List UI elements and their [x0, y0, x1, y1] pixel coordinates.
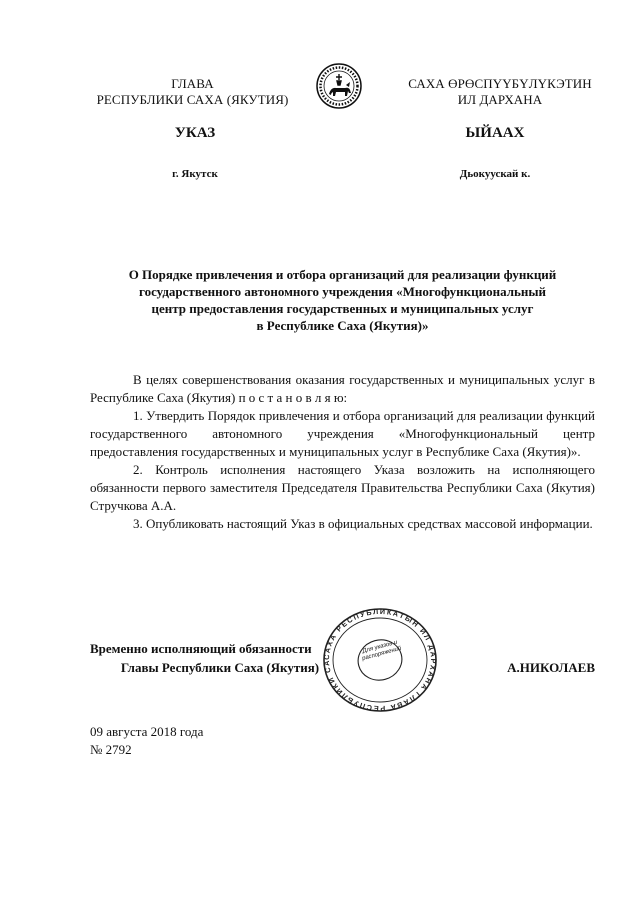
item-3-paragraph: 3. Опубликовать настоящий Указ в официальных средствах массовой информации. — [133, 516, 593, 531]
header-left-line2: РЕСПУБЛИКИ САХА (ЯКУТИЯ) — [96, 92, 289, 107]
subject-line2: государственного автономного учреждения «Многофункциональный — [139, 284, 546, 299]
item-2-paragraph: 2. Контроль исполнения настоящего Указа возложить на исполняющего обязанности первого заместителя Председателя Правительства Республики Саха (Якутия) Стручкова А.А. — [90, 462, 595, 513]
header-right-line1: САХА ӨРӨСПҮҮБҮЛҮКЭТИН — [408, 76, 592, 91]
stamp-seal-icon — [320, 606, 440, 714]
place-right: Дьокуускай к. — [459, 168, 531, 180]
subject-line1: О Порядке привлечения и отбора организаций для реализации функций — [128, 267, 557, 282]
header-left — [60, 76, 325, 108]
svg-text:САХА РЕСПУБЛИКАТЫН ИЛ ДАРХАНА: САХА РЕСПУБЛИКАТЫН ИЛ ДАРХАНА ГЛАВА РЕСПУБЛИКИ СА — [321, 606, 439, 714]
title-left: УКАЗ — [174, 125, 216, 141]
decree-body — [90, 371, 595, 533]
preamble-paragraph: В целях совершенствования оказания государственных и муниципальных услуг в Республике Саха (Якутия) п о с т а н о в л я ю: — [90, 372, 595, 405]
decree-subject — [90, 266, 595, 334]
coat-of-arms-emblem — [316, 60, 362, 112]
header-right-line2: ИЛ ДАРХАНА — [457, 92, 543, 107]
title-right: ЫЙААХ — [465, 125, 525, 141]
decree-footer — [90, 723, 203, 759]
header-right — [380, 76, 620, 108]
emblem-icon — [316, 60, 362, 112]
signature-position-line1: Временно исполняющий обязанности — [90, 641, 312, 656]
subject-line4: в Республике Саха (Якутия)» — [256, 318, 429, 333]
decree-number: № 2792 — [90, 742, 132, 757]
signatory-name: А.НИКОЛАЕВ — [507, 660, 595, 675]
subject-line3: центр предоставления государственных и муниципальных услуг — [151, 301, 534, 316]
decree-date: 09 августа 2018 года — [90, 724, 204, 739]
signature-position — [90, 639, 350, 677]
signature-position-line2: Главы Республики Саха (Якутия) — [120, 660, 320, 675]
official-stamp — [320, 606, 440, 714]
place-left: г. Якутск — [172, 168, 218, 180]
header-left-line1: ГЛАВА — [171, 76, 214, 91]
item-1-paragraph: 1. Утвердить Порядок привлечения и отбора организаций для реализации функций государственного автономного учреждения «Многофункциональный центр предоставления государственных и муниципальных услуг в Республике Саха (Якутия)». — [90, 408, 595, 459]
stamp-center-text: Для указов и распоряжений — [361, 639, 402, 663]
